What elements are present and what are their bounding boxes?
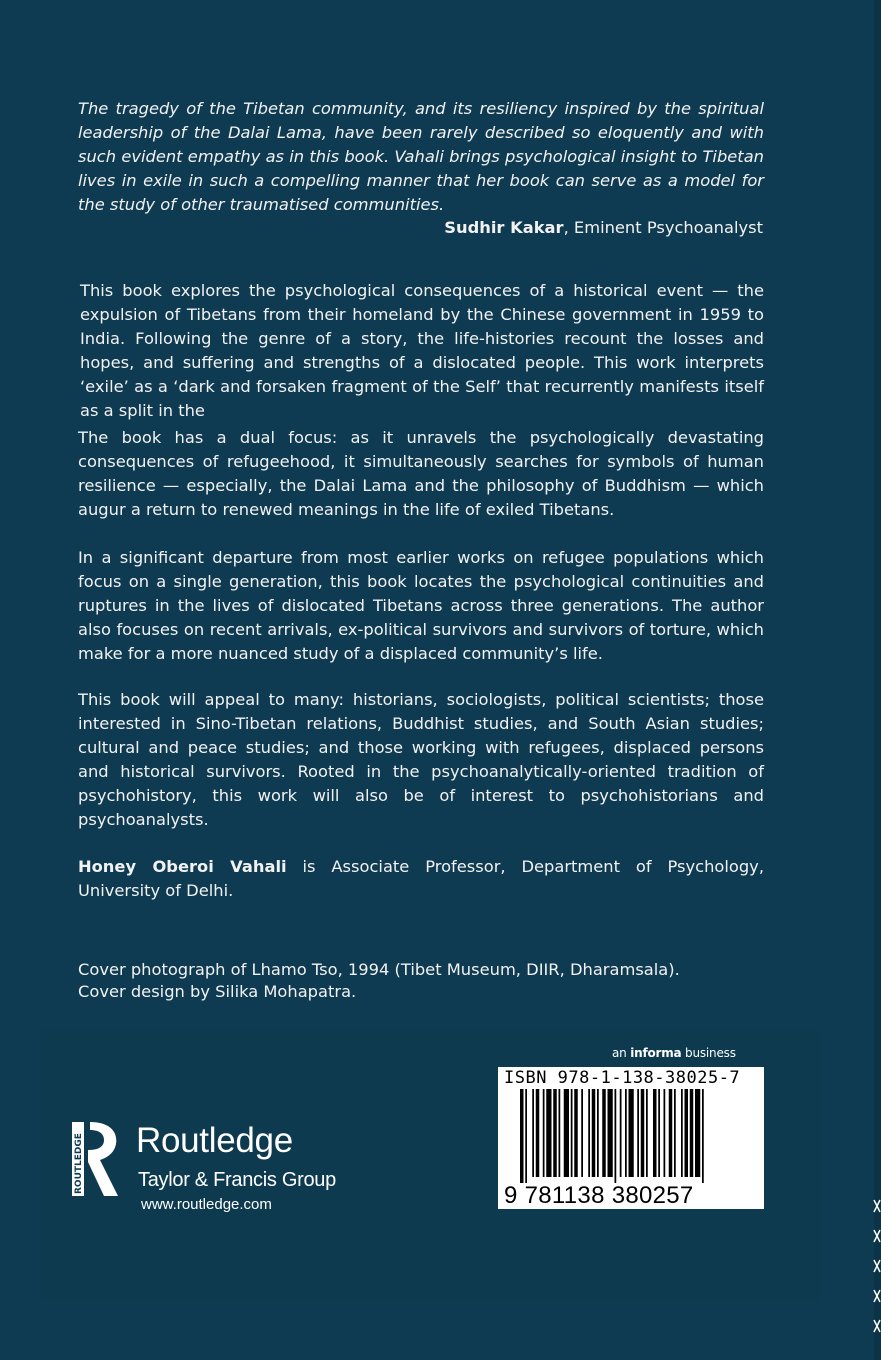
cover-credits <box>78 959 680 1003</box>
publisher-name: Routledge <box>136 1121 293 1160</box>
isbn-barcode <box>498 1067 764 1209</box>
description-paragraph-2: The book has a dual focus: as it unravels the psychologically devastating consequences of refugeehood, it simultaneously searches for symbols of human resilience — especially, the Dalai Lama and the philosophy of Buddhism — which augur a return to renewed meanings in the life of exiled Tibetans. <box>78 428 764 519</box>
isbn-label: ISBN 978-1-138-38025-7 <box>504 1068 741 1088</box>
description-paragraph-1: This book explores the psychological consequences of a historical event — the expulsion of Tibetans from their homeland by the Chinese government in 1959 to India. Following the genre of a story, the life-histories recount the losses and hopes, and suffering and strengths of a dislocated people. This work interprets ‘exile’ as a ‘dark and forsaken fragment of the Self’ that recurrently manifests itself as a split in the <box>80 281 764 420</box>
routledge-logo-icon <box>70 1120 122 1198</box>
publisher-group: Taylor & Francis Group <box>138 1169 336 1191</box>
description-paragraph-4: This book will appeal to many: historians, sociologists, political scientists; those interested in Sino-Tibetan relations, Buddhist studies, and South Asian studies; cultural and peace studies; and those working with refugees, displaced persons and historical survivors. Rooted in the psychoanalytically-oriented tradition of psychohistory, this work will also be of interest to psychohistorians and psychoanalysts. <box>78 690 764 829</box>
quote-author-role: , Eminent Psychoanalyst <box>563 218 763 237</box>
author-bio <box>78 855 764 903</box>
barcode-bars <box>520 1089 742 1183</box>
publisher-url: www.routledge.com <box>141 1196 272 1213</box>
endorsement-quote: The tragedy of the Tibetan community, and its resiliency inspired by the spiritual leadership of the Dalai Lama, have been rarely described so eloquently and with such evident empathy as in this book. Vahali brings psychological insight to Tibetan lives in exile in such a compelling manner that her book can serve as a model for the study of other traumatised communities. <box>78 99 764 214</box>
informa-tagline <box>612 1046 736 1060</box>
informa-prefix: an <box>612 1046 631 1060</box>
isbn-number: 9 781138 380257 <box>504 1182 694 1209</box>
svg-text:ROUTLEDGE: ROUTLEDGE <box>74 1133 84 1194</box>
quote-author: Sudhir Kakar <box>444 218 564 237</box>
photo-credit: Cover photograph of Lhamo Tso, 1994 (Tibet Museum, DIIR, Dharamsala). <box>78 960 680 979</box>
edge-marks <box>873 1190 881 1360</box>
informa-brand: informa <box>630 1046 682 1060</box>
cover-edge <box>874 0 881 1360</box>
informa-suffix: business <box>681 1046 736 1060</box>
design-credit: Cover design by Silika Mohapatra. <box>78 982 357 1001</box>
author-name: Honey Oberoi Vahali <box>78 857 287 876</box>
quote-attribution <box>444 216 763 240</box>
author-bio-text: is Associate Professor, Department of Psychology, University of Delhi. <box>78 857 764 900</box>
description-paragraph-3: In a significant departure from most earlier works on refugee populations which focus on a single generation, this book locates the psychological continuities and ruptures in the lives of dislocated Tibetans across three generations. The author also focuses on recent arrivals, ex-political survivors and survivors of torture, which make for a more nuanced study of a displaced community’s life. <box>78 548 764 663</box>
